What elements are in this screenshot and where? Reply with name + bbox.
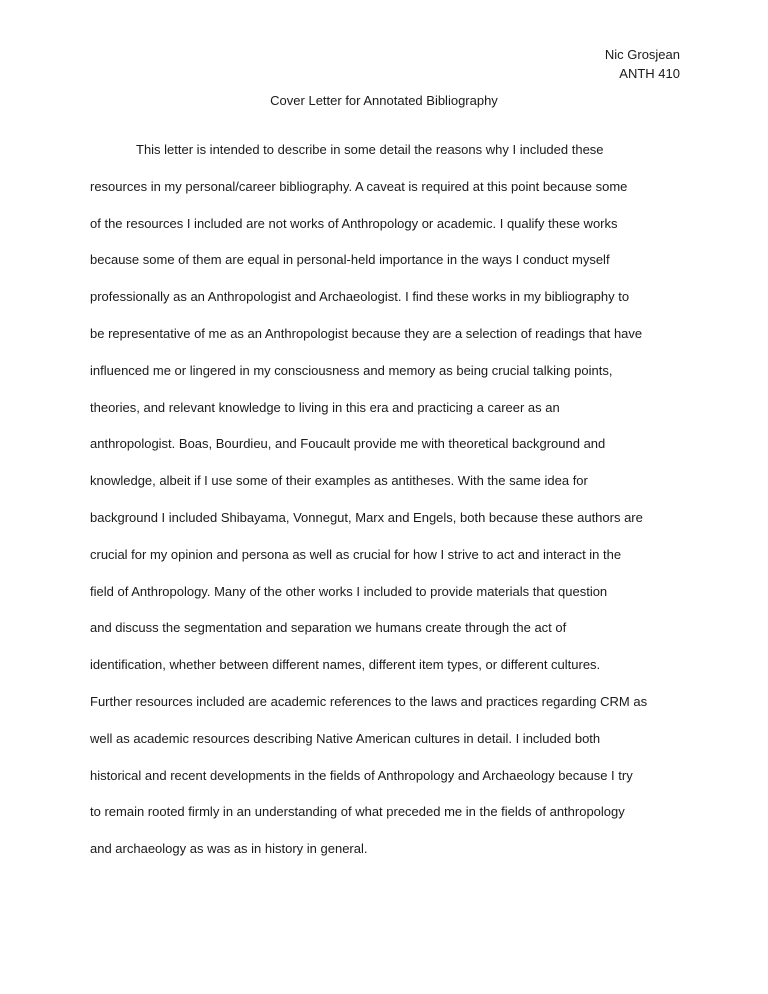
- body-line: well as academic resources describing Native American cultures in detail. I included both: [90, 730, 601, 746]
- body-line: be representative of me as an Anthropologist because they are a selection of readings that have: [90, 325, 643, 341]
- body-line: resources in my personal/career bibliography. A caveat is required at this point because some: [90, 178, 628, 194]
- body-line: because some of them are equal in personal-held importance in the ways I conduct myself: [90, 252, 610, 268]
- body-line: historical and recent developments in the fields of Anthropology and Archaeology because I try: [90, 767, 633, 783]
- body-line: This letter is intended to describe in some detail the reasons why I included these: [136, 142, 604, 157]
- body-line: to remain rooted firmly in an understanding of what preceded me in the fields of anthropology: [90, 804, 625, 820]
- author-header: [605, 45, 680, 83]
- body-line: professionally as an Anthropologist and Archaeologist. I find these works in my bibliography to: [90, 289, 630, 305]
- body-line: Further resources included are academic references to the laws and practices regarding CRM as: [90, 693, 648, 709]
- body-line: of the resources I included are not works of Anthropology or academic. I qualify these works: [90, 215, 618, 231]
- body-line: influenced me or lingered in my consciousness and memory as being crucial talking points,: [90, 362, 613, 378]
- body-line: knowledge, albeit if I use some of their examples as antitheses. With the same idea for: [90, 473, 588, 489]
- body-line: background I included Shibayama, Vonnegut, Marx and Engels, both because these authors are: [90, 509, 643, 525]
- body-line: field of Anthropology. Many of the other works I included to provide materials that question: [90, 583, 608, 599]
- document-title: Cover Letter for Annotated Bibliography: [270, 93, 498, 108]
- body-line: anthropologist. Boas, Bourdieu, and Foucault provide me with theoretical background and: [90, 436, 606, 452]
- body-line: and archaeology as was as in history in general.: [90, 841, 368, 857]
- body-paragraph: [90, 140, 690, 876]
- body-line: identification, whether between different names, different item types, or different cultures.: [90, 657, 601, 673]
- author-name: Nic Grosjean: [604, 47, 680, 62]
- body-line: and discuss the segmentation and separation we humans create through the act of: [90, 620, 567, 636]
- body-line: crucial for my opinion and persona as well as crucial for how I strive to act and interact in the: [90, 546, 622, 562]
- body-line: theories, and relevant knowledge to living in this era and practicing a career as an: [90, 399, 560, 415]
- course-code: ANTH 410: [619, 66, 680, 81]
